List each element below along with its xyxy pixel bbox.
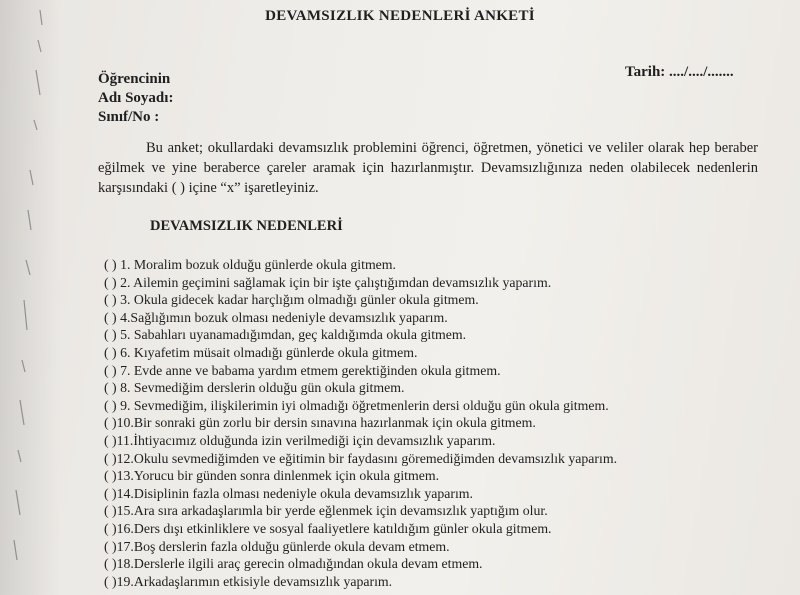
reason-item: ( )13.Yorucu bir günden sonra dinlenmek için okula gitmem. [104,468,440,484]
intro-paragraph: Bu anket; okullardaki devamsızlık problemini öğrenci, öğretmen, yönetici ve veliler olarak hep beraber eğilmek ve yine beraberce çareler aramak için hazırlanmıştır. Devamsızlığınıza neden olabilecek nedenlerin karşısındaki ( ) içine “x” işaretleyiniz. [98,140,758,196]
reason-item: ( ) 7. Evde anne ve babama yardım etmem gerektiğinden okula gitmem. [104,362,501,378]
student-info-block [98,70,173,127]
class-number-label: Sınıf/No : [98,109,160,125]
reason-item: ( ) 9. Sevmediğim, ilişkilerimin iyi olmadığı öğretmenlerin dersi olduğu gün okula gitmem. [104,397,609,413]
section-title: DEVAMSIZLIK NEDENLERİ [150,218,343,234]
reason-item: ( ) 5. Sabahları uyanamadığımdan, geç kaldığımda okula gitmem. [104,327,467,343]
reason-item: ( )11.İhtiyacımız olduğunda izin verilmediği için devamsızlık yaparım. [104,432,496,448]
reason-item: ( ) 1. Moralim bozuk olduğu günlerde okula gitmem. [104,257,396,272]
reason-item: ( )14.Disiplinin fazla olması nedeniyle okula devamsızlık yaparım. [104,485,473,501]
name-label: Adı Soyadı: [98,90,174,106]
reason-item: ( )16.Ders dışı etkinliklere ve sosyal faaliyetlere katıldığım günler okula gitmem. [104,520,552,536]
reason-item: ( ) 3. Okula gidecek kadar harçlığım olmadığı günler okula gitmem. [104,292,479,308]
reason-item: ( ) 4.Sağlığımın bozuk olması nedeniyle devamsızlık yaparım. [104,309,448,325]
reason-item: ( ) 8. Sevmediğim derslerin olduğu gün okula gitmem. [104,380,405,396]
reason-item: ( ) 6. Kıyafetim müsait olmadığı günlerde okula gitmem. [104,344,418,360]
reason-item: ( )12.Okulu sevmediğimden ve eğitimin bir faydasını göremediğimden devamsızlık yaparım. [104,450,618,466]
reason-item: ( )19.Arkadaşlarımın etkisiyle devamsızlık yaparım. [104,573,393,589]
reasons-list [104,256,617,590]
date-label: Tarih: ..../..../....... [625,64,734,80]
reason-item: ( )15.Ara sıra arkadaşlarımla bir yerde eğlenmek için devamsızlık yaptığım olur. [104,503,548,519]
reason-item: ( ) 2. Ailemin geçimini sağlamak için bir işte çalıştığımdan devamsızlık yaparım. [104,274,552,290]
document-title: DEVAMSIZLIK NEDENLERİ ANKETİ [265,8,535,24]
reason-item: ( )17.Boş derslerin fazla olduğu günlerde okula devam etmem. [104,538,450,554]
reason-item: ( )18.Derslerle ilgili araç gerecin olmadığından okula devam etmem. [104,556,483,572]
reason-item: ( )10.Bir sonraki gün zorlu bir dersin sınavına hazırlanmak için okula gitmem. [104,415,536,431]
student-label: Öğrencinin [98,71,171,87]
scan-edge-marks [0,0,80,595]
